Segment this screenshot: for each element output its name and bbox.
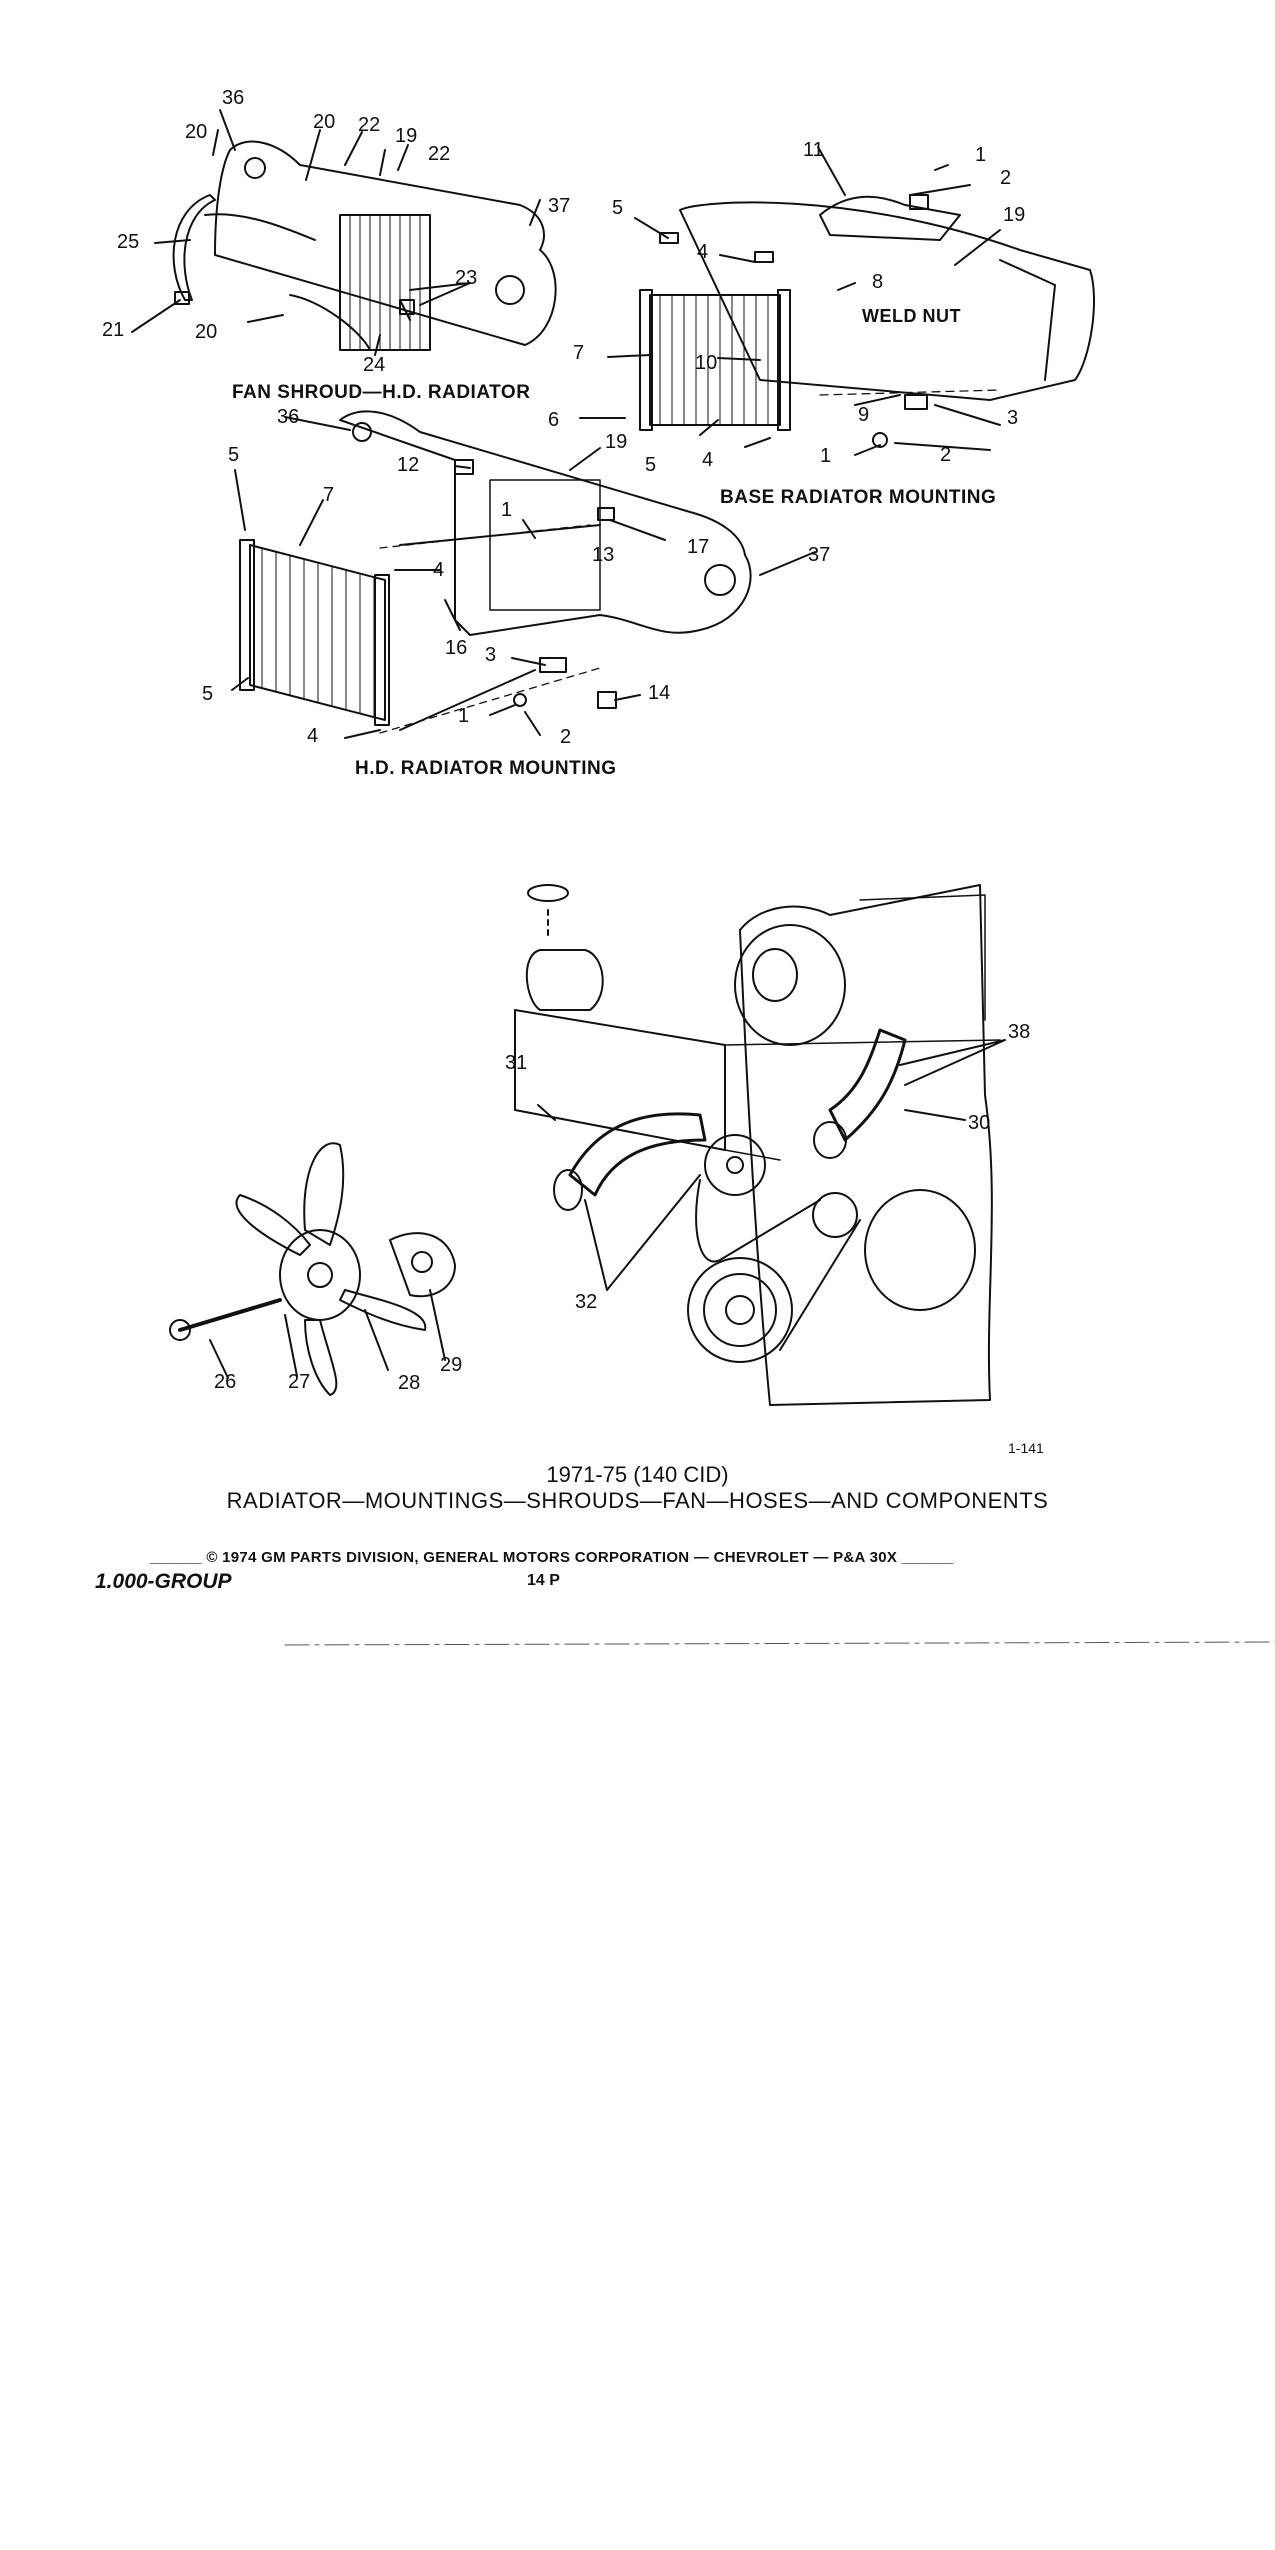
callout-19: 19	[1003, 204, 1026, 226]
callout-17: 17	[687, 536, 710, 558]
callout-21: 21	[102, 319, 125, 341]
callout-27: 27	[288, 1371, 311, 1393]
callout-32: 32	[575, 1291, 598, 1313]
callout-29: 29	[440, 1354, 463, 1376]
callout-5: 5	[228, 444, 240, 466]
engine-hose-diagram	[515, 885, 1005, 1405]
callout-24: 24	[363, 354, 386, 376]
callout-3: 3	[485, 644, 497, 666]
hd-mounting-caption: H.D. RADIATOR MOUNTING	[355, 758, 617, 779]
callout-5: 5	[202, 683, 214, 705]
alternator	[865, 1190, 975, 1310]
radiator-support-panel	[680, 202, 1094, 400]
upper-hose	[830, 1030, 905, 1140]
page-bottom-rule	[285, 1642, 1275, 1645]
callout-5: 5	[645, 454, 657, 476]
callout-8: 8	[872, 271, 884, 293]
callout-20: 20	[313, 111, 336, 133]
copyright-line: ______ © 1974 GM PARTS DIVISION, GENERAL MOTORS CORPORATION — CHEVROLET — P&A 30X ______	[150, 1549, 954, 1566]
callout-4: 4	[697, 241, 709, 263]
lower-hose	[570, 1114, 705, 1195]
callout-25: 25	[117, 231, 140, 253]
coolant-reservoir	[527, 950, 603, 1010]
fan-shroud-ring	[174, 195, 215, 300]
callout-22: 22	[358, 114, 381, 136]
fan-blade-left	[236, 1195, 310, 1255]
water-pump-pulley	[705, 1135, 765, 1195]
callout-10: 10	[695, 352, 718, 374]
timing-cover	[735, 925, 845, 1045]
fan-spacer	[390, 1233, 455, 1296]
page-number: 14 P	[527, 1572, 560, 1589]
callout-13: 13	[592, 544, 615, 566]
hd-mounting-diagram	[232, 411, 815, 738]
callout-7: 7	[323, 484, 335, 506]
callout-6: 6	[548, 409, 560, 431]
engine-block	[740, 885, 992, 1405]
callout-28: 28	[398, 1372, 421, 1394]
callout-2: 2	[560, 726, 572, 748]
drive-belt	[696, 1180, 860, 1350]
callout-31: 31	[505, 1052, 528, 1074]
callout-3: 3	[1007, 407, 1019, 429]
group-number: 1.000-GROUP	[95, 1570, 232, 1593]
callout-38: 38	[1008, 1021, 1031, 1043]
callout-16: 16	[445, 637, 468, 659]
figure-number: 1-141	[1008, 1440, 1044, 1456]
fan-shroud-diagram	[132, 110, 556, 355]
callout-37: 37	[808, 544, 831, 566]
fan-assembly-diagram	[170, 1143, 455, 1395]
fan-shroud-caption: FAN SHROUD—H.D. RADIATOR	[232, 382, 531, 403]
hd-support-panel	[340, 411, 751, 635]
callout-19: 19	[605, 431, 628, 453]
radiator-top-tank	[515, 1010, 725, 1150]
callout-19: 19	[395, 125, 418, 147]
callout-9: 9	[858, 404, 870, 426]
fan-bolt	[180, 1300, 280, 1330]
callout-37: 37	[548, 195, 571, 217]
page-title-components: RADIATOR—MOUNTINGS—SHROUDS—FAN—HOSES—AND COMPONENTS	[226, 1488, 1049, 1513]
callout-1: 1	[458, 705, 470, 727]
callout-20: 20	[185, 121, 208, 143]
callout-30: 30	[968, 1112, 991, 1134]
callout-4: 4	[433, 559, 445, 581]
callout-36: 36	[222, 87, 245, 109]
callout-7: 7	[573, 342, 585, 364]
callout-11: 11	[803, 139, 824, 161]
callout-20: 20	[195, 321, 218, 343]
fan-hub	[280, 1230, 360, 1320]
weld-nut-label: WELD NUT	[862, 306, 961, 326]
callout-2: 2	[940, 444, 952, 466]
callout-5: 5	[612, 197, 624, 219]
base-mounting-caption: BASE RADIATOR MOUNTING	[720, 487, 997, 508]
fan-shroud-support-panel	[215, 142, 556, 345]
callout-2: 2	[1000, 167, 1012, 189]
callout-4: 4	[702, 449, 714, 471]
radiator-cap	[528, 885, 568, 901]
callout-23: 23	[455, 267, 478, 289]
callout-1: 1	[975, 144, 987, 166]
callout-1: 1	[501, 499, 513, 521]
callout-1: 1	[820, 445, 832, 467]
page-title-year: 1971-75 (140 CID)	[546, 1462, 729, 1487]
callout-22: 22	[428, 143, 451, 165]
callout-26: 26	[214, 1371, 237, 1393]
callout-36: 36	[277, 406, 300, 428]
callout-14: 14	[648, 682, 671, 704]
callout-12: 12	[397, 454, 420, 476]
callout-4: 4	[307, 725, 319, 747]
